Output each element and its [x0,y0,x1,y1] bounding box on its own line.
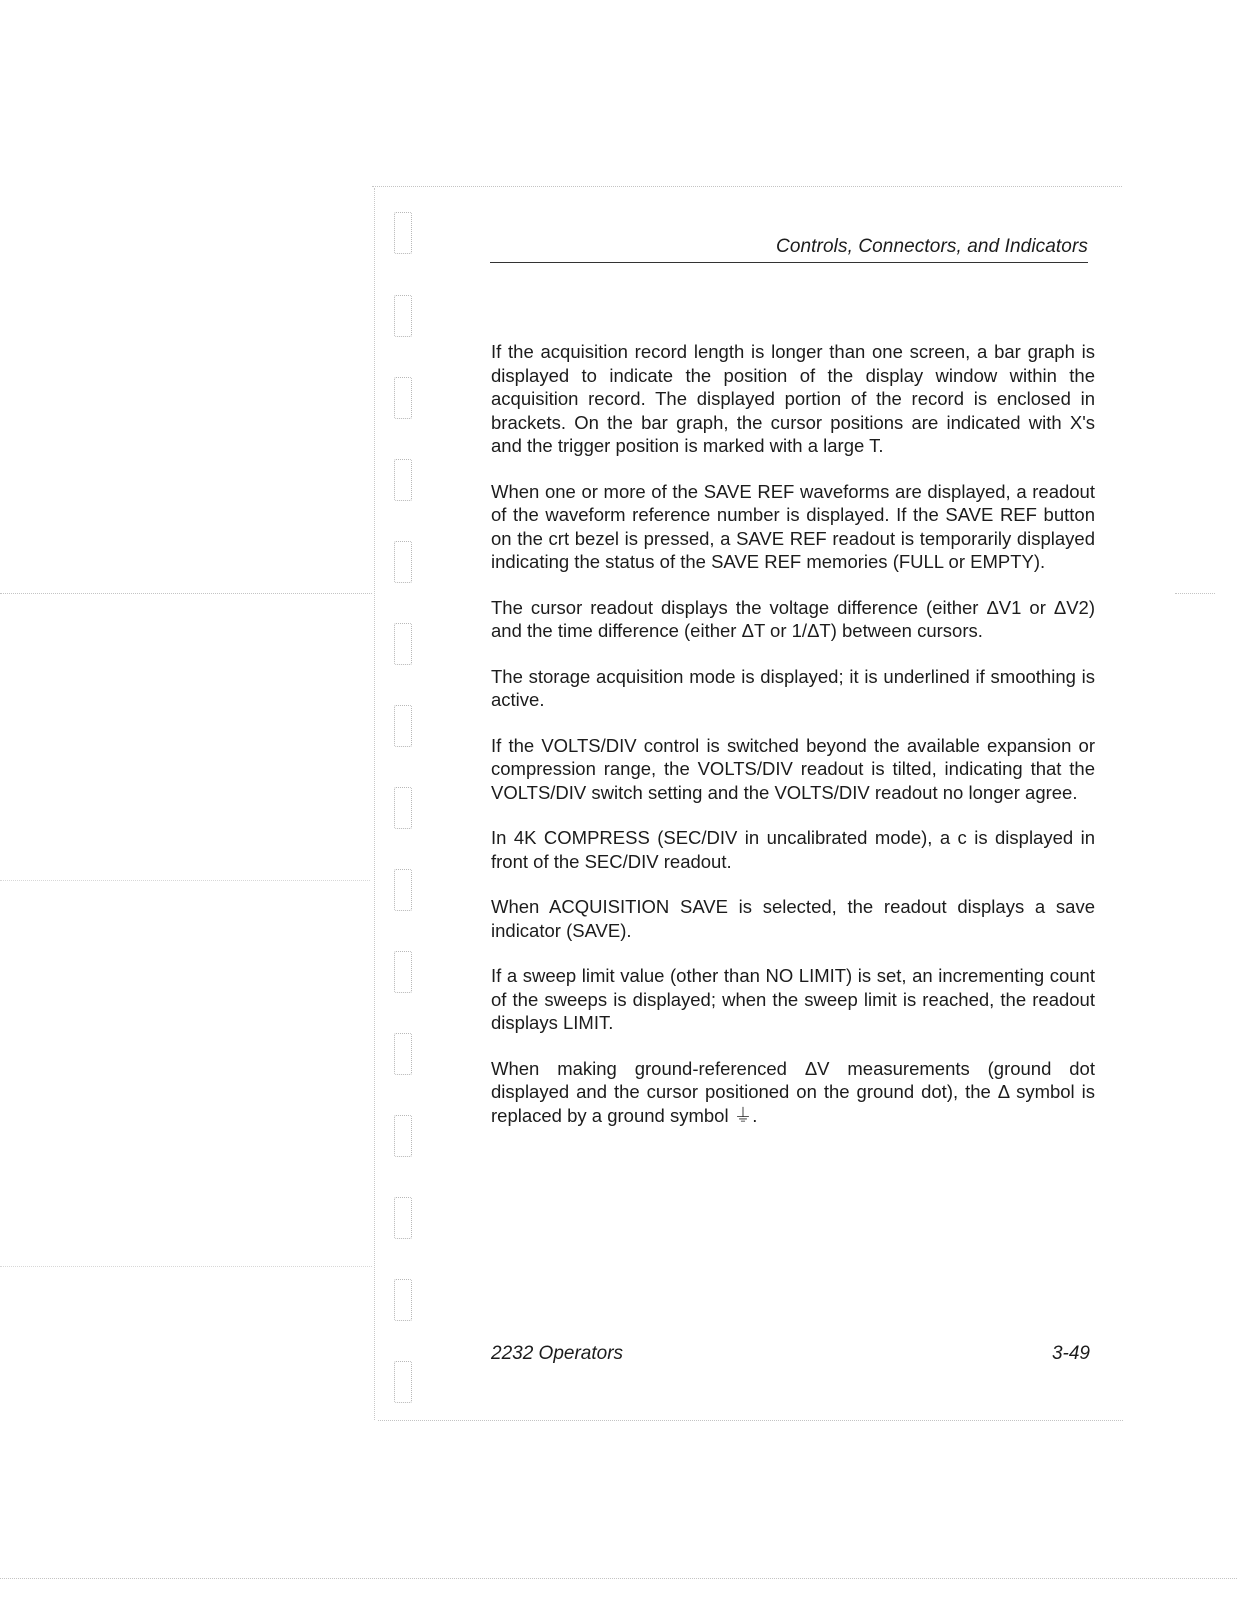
paragraph-acquisition-mode: The storage acquisition mode is displayed; it is underlined if smoothing is active. [491,665,1095,710]
punch-hole [394,787,412,829]
paragraph-sweep-limit: If a sweep limit value (other than NO LIMIT) is set, an incrementing count of the sweeps is displayed; when the sweep limit is reached, the readout displays LIMIT. [491,965,1095,1033]
scan-artifact-1 [0,593,372,594]
scan-artifact-2 [1175,593,1215,594]
paragraph-save-ref: When one or more of the SAVE REF waveforms are displayed, a readout of the waveform reference number is displayed. If the SAVE REF button on the crt bezel is pressed, a SAVE REF readout is temporarily displayed indicating the status of the SAVE REF memories (FULL or EMPTY). [491,480,1095,572]
paragraph-ground-referenced: When making ground-referenced ΔV measurements (ground dot displayed and the cursor positioned on the ground dot), the Δ symbol is replaced by a ground symbol ⏚. [491,1057,1095,1126]
paragraph-acquisition-save: When ACQUISITION SAVE is selected, the readout displays a save indicator (SAVE). [491,896,1095,941]
header-rule [490,262,1088,263]
punch-hole [394,951,412,993]
punch-hole [394,212,412,254]
scan-left-edge [374,188,375,1420]
paragraph-bar-graph: If the acquisition record length is longer than one screen, a bar graph is displayed to indicate the position of the display window within the acquisition record. The displayed portion of the record is enclosed in brackets. On the bar graph, the cursor positions are indicated with X's and the trigger position is marked with a large T. [491,341,1095,456]
punch-hole [394,869,412,911]
punch-hole [394,1197,412,1239]
scan-top-edge [372,186,1122,187]
punch-hole [394,1361,412,1403]
footer-manual-title: 2232 Operators [491,1343,624,1364]
punch-hole [394,1279,412,1321]
punch-hole [394,705,412,747]
punch-hole [394,1033,412,1075]
scan-page-bottom-edge [0,1578,1237,1579]
punch-hole [394,377,412,419]
scan-artifact-3 [0,880,370,881]
body-text [491,340,1095,1149]
punch-hole [394,623,412,665]
punch-hole [394,1115,412,1157]
punch-hole [394,541,412,583]
punch-hole [394,295,412,337]
scan-bottom-edge [378,1420,1123,1421]
footer-page-number: 3-49 [1051,1343,1090,1364]
punch-hole [394,459,412,501]
scan-artifact-4 [0,1266,372,1267]
paragraph-cursor-readout: The cursor readout displays the voltage difference (either ΔV1 or ΔV2) and the time difference (either ΔT or 1/ΔT) between cursors. [491,596,1095,641]
running-header-title: Controls, Connectors, and Indicators [776,236,1088,257]
paragraph-4k-compress: In 4K COMPRESS (SEC/DIV in uncalibrated mode), a c is displayed in front of the SEC/DIV readout. [491,827,1095,872]
paragraph-volts-div: If the VOLTS/DIV control is switched beyond the available expansion or compression range, the VOLTS/DIV readout is tilted, indicating that the VOLTS/DIV switch setting and the VOLTS/DIV readout no longer agree. [491,734,1095,803]
